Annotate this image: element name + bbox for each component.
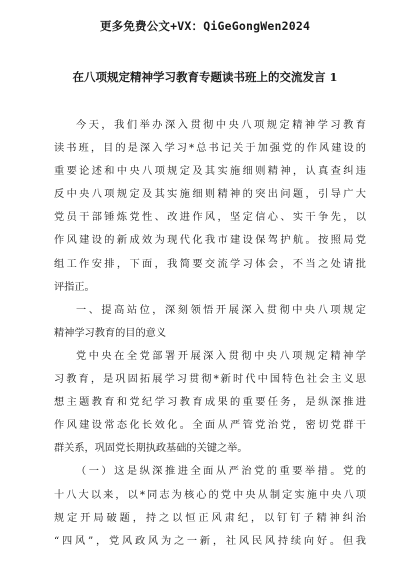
document-body [54, 114, 366, 553]
body-line: 作风建设常态化长效化。全面从严管党治党，密切党群干 [54, 420, 366, 432]
body-line: 十八大以来，以*同志为核心的党中央从制定实施中央八项 [54, 489, 366, 501]
body-line: 规定开局破题，持之以恒正风肃纪，以钉钉子精神纠治 [54, 512, 366, 524]
body-line: “四风”，党风政风为之一新，社风民风持续向好。但我 [54, 535, 366, 547]
body-line: 重要论述和中央八项规定及其实施细则精神，认真查纠违 [54, 166, 366, 178]
body-line: 组工作安排，下面，我简要交流学习体会，不当之处请批 [54, 258, 366, 270]
body-line: 党中央在全党部署开展深入贯彻中央八项规定精神学 [76, 350, 366, 362]
body-line: 作风建设的新成效为现代化我市建设保驾护航。按照局党 [54, 235, 366, 247]
body-line: 党员干部锤炼党性、改进作风，坚定信心、实干争先，以 [54, 212, 366, 224]
section-heading: 一、提高站位，深刻领悟开展深入贯彻中央八项规定 [76, 304, 366, 316]
body-line: 习教育，是巩固拓展学习贯彻*新时代中国特色社会主义思 [54, 374, 366, 386]
body-line: 想主题教育和党纪学习教育成果的重要任务，是纵深推进 [54, 397, 366, 409]
body-line: 群关系，巩固党长期执政基础的关键之举。 [54, 443, 248, 455]
body-line: 评指正。 [54, 281, 95, 293]
watermark-header: 更多免费公文+VX：QiGeGongWen2024 [99, 19, 311, 33]
body-line: 今天，我们举办深入贯彻中央八项规定精神学习教育 [76, 120, 366, 131]
body-line: 反中央八项规定及其实施细则精神的突出问题，引导广大 [54, 189, 366, 201]
body-line: 读书班，目的是深入学习*总书记关于加强党的作风建设的 [54, 143, 366, 155]
document-title: 在八项规定精神学习教育专题读书班上的交流发言 1 [72, 70, 338, 84]
subsection-line: （一）这是纵深推进全面从严治党的重要举措。党的 [76, 466, 366, 478]
section-heading-cont: 精神学习教育的目的意义 [54, 327, 167, 339]
